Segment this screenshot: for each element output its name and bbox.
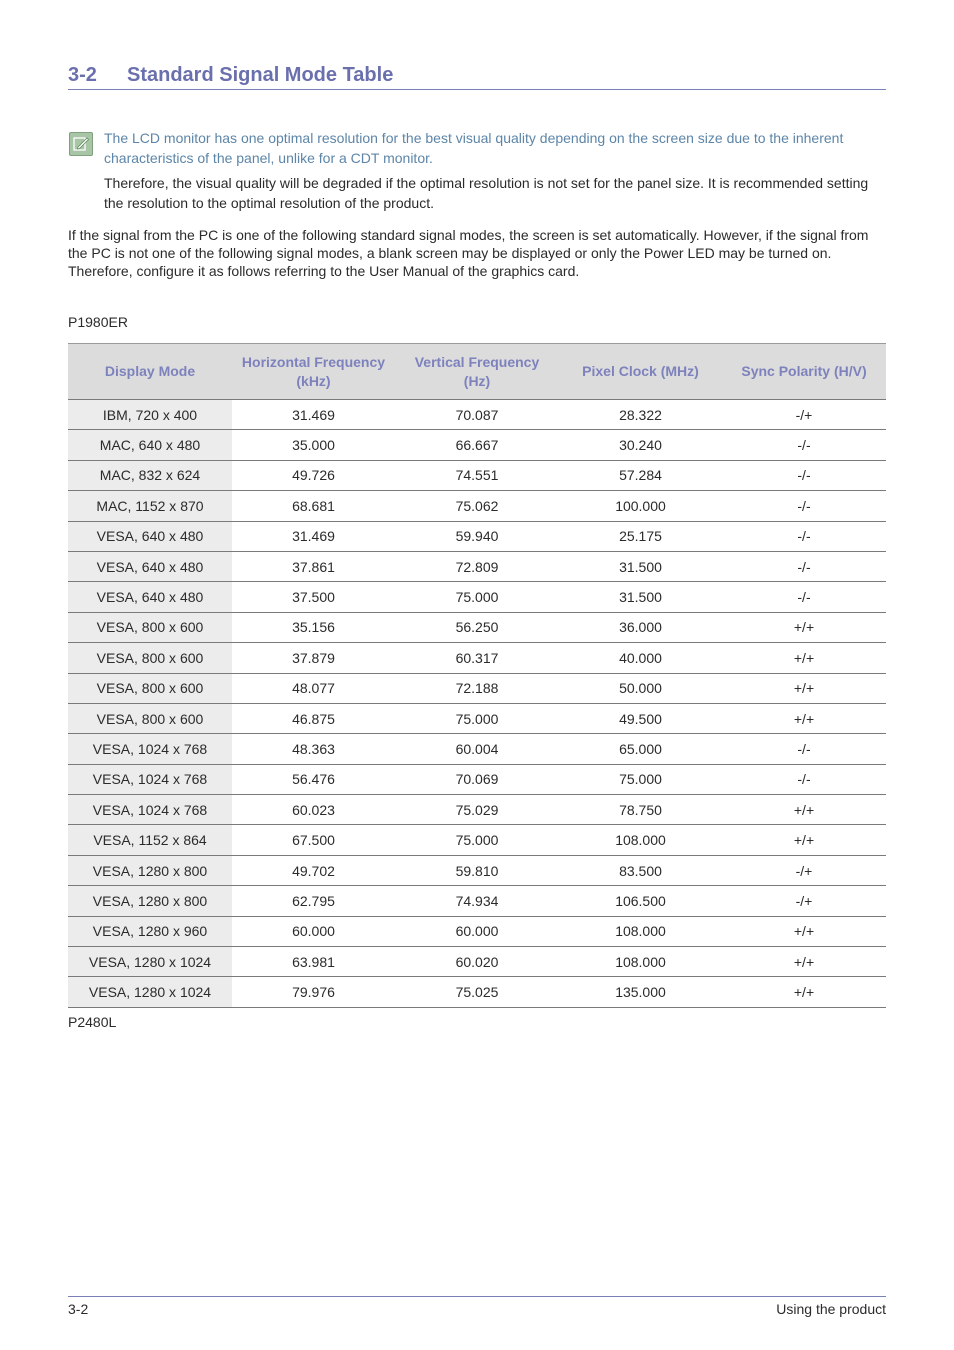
cell-display-mode: VESA, 1152 x 864	[68, 825, 232, 855]
table-row	[68, 460, 886, 490]
cell-sync-polarity: -/-	[722, 582, 886, 612]
cell-display-mode: VESA, 800 x 600	[68, 703, 232, 733]
cell-horizontal-frequency: 37.879	[232, 643, 395, 673]
cell-pixel-clock: 31.500	[559, 582, 722, 612]
cell-vertical-frequency: 74.551	[395, 460, 559, 490]
cell-display-mode: MAC, 1152 x 870	[68, 491, 232, 521]
cell-horizontal-frequency: 67.500	[232, 825, 395, 855]
cell-pixel-clock: 25.175	[559, 521, 722, 551]
cell-sync-polarity: +/+	[722, 916, 886, 946]
cell-display-mode: VESA, 1280 x 960	[68, 916, 232, 946]
cell-display-mode: VESA, 1280 x 1024	[68, 947, 232, 977]
cell-vertical-frequency: 75.000	[395, 582, 559, 612]
cell-horizontal-frequency: 49.726	[232, 460, 395, 490]
table-row	[68, 643, 886, 673]
cell-horizontal-frequency: 56.476	[232, 764, 395, 794]
footer-chapter: Using the product	[776, 1301, 886, 1317]
cell-vertical-frequency: 60.000	[395, 916, 559, 946]
cell-vertical-frequency: 66.667	[395, 430, 559, 460]
cell-display-mode: VESA, 640 x 480	[68, 521, 232, 551]
table-row	[68, 703, 886, 733]
cell-display-mode: VESA, 640 x 480	[68, 551, 232, 581]
cell-pixel-clock: 57.284	[559, 460, 722, 490]
cell-pixel-clock: 49.500	[559, 703, 722, 733]
note-text: The LCD monitor has one optimal resolution for the best visual quality depending on the screen size due to the inherent characteristics of the panel, unlike for a CDT monitor.	[104, 130, 844, 166]
header-horizontal-frequency: Horizontal Frequency (kHz)	[232, 344, 395, 400]
cell-sync-polarity: -/-	[722, 551, 886, 581]
cell-display-mode: VESA, 1280 x 1024	[68, 977, 232, 1007]
cell-sync-polarity: +/+	[722, 643, 886, 673]
cell-display-mode: VESA, 1280 x 800	[68, 855, 232, 885]
cell-horizontal-frequency: 63.981	[232, 947, 395, 977]
table-row	[68, 612, 886, 642]
table-row	[68, 400, 886, 430]
signal-mode-table	[68, 343, 886, 1008]
cell-vertical-frequency: 75.000	[395, 825, 559, 855]
cell-sync-polarity: -/-	[722, 491, 886, 521]
section-number: 3-2	[68, 64, 97, 86]
intro-paragraph: If the signal from the PC is one of the following standard signal modes, the screen is set automatically. However, if the signal from the PC is not one of the following signal modes, a blank screen may be displayed or only the Power LED may be turned on. Therefore, configure it as follows referring to the User Manual of the graphics card.	[68, 227, 869, 279]
cell-display-mode: VESA, 1024 x 768	[68, 734, 232, 764]
cell-horizontal-frequency: 31.469	[232, 521, 395, 551]
cell-pixel-clock: 135.000	[559, 977, 722, 1007]
cell-sync-polarity: -/+	[722, 855, 886, 885]
cell-pixel-clock: 108.000	[559, 916, 722, 946]
cell-pixel-clock: 108.000	[559, 825, 722, 855]
header-pixel-clock: Pixel Clock (MHz)	[559, 344, 722, 400]
cell-horizontal-frequency: 79.976	[232, 977, 395, 1007]
cell-pixel-clock: 75.000	[559, 764, 722, 794]
cell-vertical-frequency: 75.025	[395, 977, 559, 1007]
table-row	[68, 764, 886, 794]
cell-display-mode: VESA, 800 x 600	[68, 612, 232, 642]
cell-vertical-frequency: 70.069	[395, 764, 559, 794]
table-row	[68, 521, 886, 551]
cell-pixel-clock: 36.000	[559, 612, 722, 642]
cell-display-mode: MAC, 832 x 624	[68, 460, 232, 490]
table-row	[68, 673, 886, 703]
section-title: Standard Signal Mode Table	[127, 64, 394, 86]
cell-display-mode: VESA, 1024 x 768	[68, 764, 232, 794]
cell-vertical-frequency: 75.000	[395, 703, 559, 733]
cell-vertical-frequency: 70.087	[395, 400, 559, 430]
model-label-p2480l: P2480L	[68, 1014, 117, 1030]
cell-vertical-frequency: 74.934	[395, 886, 559, 916]
cell-vertical-frequency: 72.809	[395, 551, 559, 581]
cell-display-mode: VESA, 800 x 600	[68, 643, 232, 673]
table-row	[68, 734, 886, 764]
table-header-row	[68, 344, 886, 400]
header-display-mode: Display Mode	[68, 344, 232, 400]
cell-display-mode: VESA, 800 x 600	[68, 673, 232, 703]
cell-pixel-clock: 31.500	[559, 551, 722, 581]
cell-display-mode: VESA, 1280 x 800	[68, 886, 232, 916]
cell-horizontal-frequency: 48.363	[232, 734, 395, 764]
note-pencil-icon	[69, 132, 93, 156]
table-row	[68, 947, 886, 977]
cell-sync-polarity: +/+	[722, 977, 886, 1007]
cell-vertical-frequency: 60.317	[395, 643, 559, 673]
cell-horizontal-frequency: 35.156	[232, 612, 395, 642]
cell-sync-polarity: -/-	[722, 430, 886, 460]
footer-divider	[68, 1296, 886, 1297]
cell-pixel-clock: 78.750	[559, 795, 722, 825]
cell-display-mode: VESA, 640 x 480	[68, 582, 232, 612]
cell-vertical-frequency: 60.020	[395, 947, 559, 977]
cell-vertical-frequency: 75.062	[395, 491, 559, 521]
table-row	[68, 855, 886, 885]
table-row	[68, 916, 886, 946]
cell-pixel-clock: 40.000	[559, 643, 722, 673]
header-sync-polarity: Sync Polarity (H/V)	[722, 344, 886, 400]
cell-horizontal-frequency: 35.000	[232, 430, 395, 460]
table-row	[68, 430, 886, 460]
cell-pixel-clock: 30.240	[559, 430, 722, 460]
cell-horizontal-frequency: 68.681	[232, 491, 395, 521]
cell-sync-polarity: +/+	[722, 825, 886, 855]
cell-horizontal-frequency: 37.500	[232, 582, 395, 612]
cell-display-mode: IBM, 720 x 400	[68, 400, 232, 430]
cell-sync-polarity: +/+	[722, 612, 886, 642]
table-row	[68, 886, 886, 916]
cell-display-mode: MAC, 640 x 480	[68, 430, 232, 460]
table-row	[68, 491, 886, 521]
cell-pixel-clock: 83.500	[559, 855, 722, 885]
cell-display-mode: VESA, 1024 x 768	[68, 795, 232, 825]
section-heading	[68, 61, 886, 90]
cell-horizontal-frequency: 49.702	[232, 855, 395, 885]
cell-horizontal-frequency: 46.875	[232, 703, 395, 733]
cell-sync-polarity: +/+	[722, 703, 886, 733]
cell-vertical-frequency: 75.029	[395, 795, 559, 825]
cell-sync-polarity: +/+	[722, 947, 886, 977]
cell-sync-polarity: +/+	[722, 795, 886, 825]
cell-sync-polarity: -/-	[722, 521, 886, 551]
cell-vertical-frequency: 72.188	[395, 673, 559, 703]
cell-horizontal-frequency: 48.077	[232, 673, 395, 703]
table-row	[68, 825, 886, 855]
cell-pixel-clock: 100.000	[559, 491, 722, 521]
table-row	[68, 795, 886, 825]
note-subtext: Therefore, the visual quality will be degraded if the optimal resolution is not set for the panel size. It is recommended setting the resolution to the optimal resolution of the product.	[104, 175, 869, 211]
cell-pixel-clock: 50.000	[559, 673, 722, 703]
cell-vertical-frequency: 59.940	[395, 521, 559, 551]
cell-vertical-frequency: 60.004	[395, 734, 559, 764]
cell-vertical-frequency: 59.810	[395, 855, 559, 885]
header-vertical-frequency: Vertical Frequency (Hz)	[395, 344, 559, 400]
cell-sync-polarity: +/+	[722, 673, 886, 703]
cell-horizontal-frequency: 31.469	[232, 400, 395, 430]
cell-horizontal-frequency: 37.861	[232, 551, 395, 581]
cell-pixel-clock: 65.000	[559, 734, 722, 764]
cell-sync-polarity: -/-	[722, 734, 886, 764]
cell-horizontal-frequency: 62.795	[232, 886, 395, 916]
cell-sync-polarity: -/+	[722, 400, 886, 430]
cell-vertical-frequency: 56.250	[395, 612, 559, 642]
cell-sync-polarity: -/-	[722, 764, 886, 794]
cell-pixel-clock: 28.322	[559, 400, 722, 430]
table-row	[68, 582, 886, 612]
footer-page-number: 3-2	[68, 1301, 89, 1317]
cell-pixel-clock: 108.000	[559, 947, 722, 977]
cell-horizontal-frequency: 60.000	[232, 916, 395, 946]
table-row	[68, 551, 886, 581]
table-row	[68, 977, 886, 1007]
cell-horizontal-frequency: 60.023	[232, 795, 395, 825]
cell-pixel-clock: 106.500	[559, 886, 722, 916]
cell-sync-polarity: -/+	[722, 886, 886, 916]
cell-sync-polarity: -/-	[722, 460, 886, 490]
model-label-p1980er: P1980ER	[68, 314, 128, 330]
table-body	[68, 400, 886, 1008]
